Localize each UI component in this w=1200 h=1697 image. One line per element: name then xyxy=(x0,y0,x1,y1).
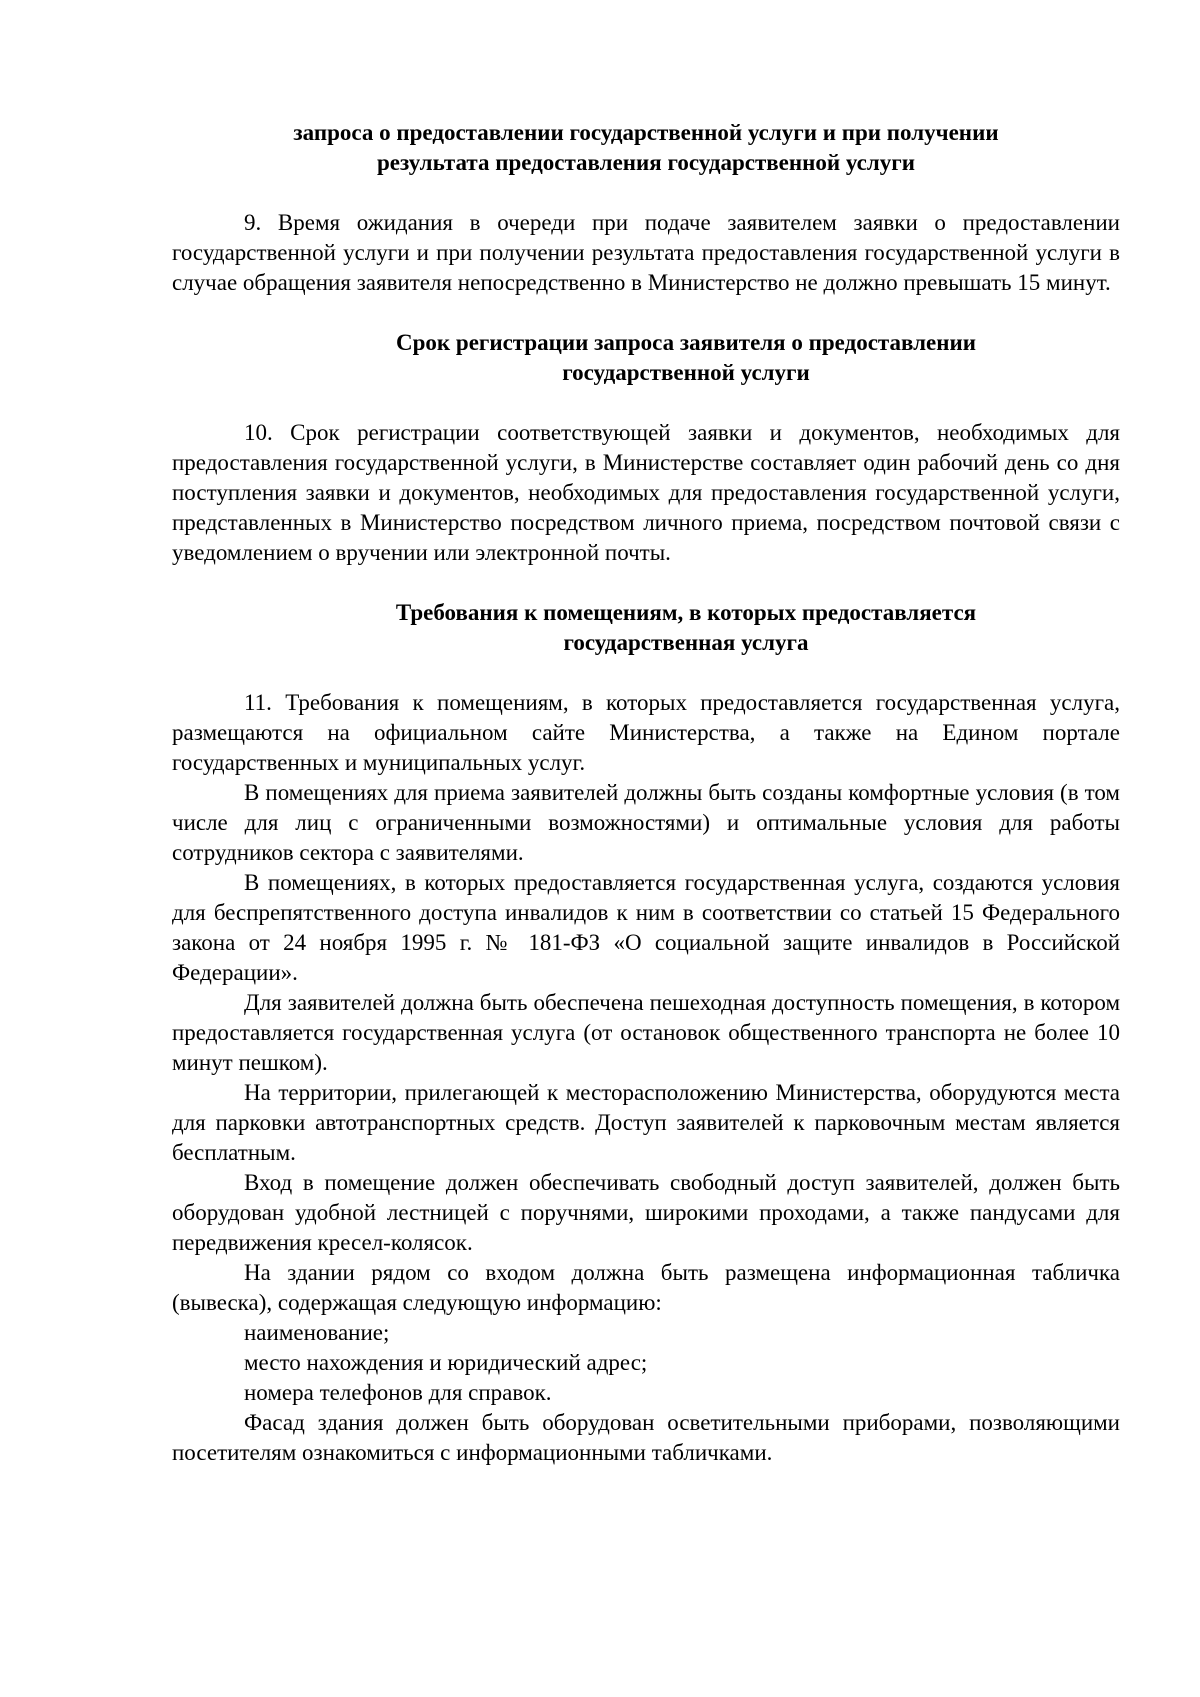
document-content xyxy=(172,118,1120,1468)
paragraph-11-signboard: На здании рядом со входом должна быть размещена информационная табличка (вывеска), содержащая следующую информацию: xyxy=(172,1260,1120,1315)
spacer xyxy=(172,388,1120,418)
section-heading-registration-term xyxy=(172,328,1120,388)
paragraph-11-facade: Фасад здания должен быть оборудован осветительными приборами, позволяющими посетителям ознакомиться с информационными табличками. xyxy=(172,1410,1120,1465)
heading-line: Срок регистрации запроса заявителя о предоставлении xyxy=(396,330,976,355)
heading-line: Требования к помещениям, в которых предоставляется xyxy=(395,600,977,625)
paragraph-11-parking: На территории, прилегающей к месторасположению Министерства, оборудуются места для парковки автотранспортных средств. Доступ заявителей к парковочным местам является бесплатным. xyxy=(172,1080,1120,1165)
heading-line: результата предоставления государственной услуги xyxy=(377,150,915,175)
spacer xyxy=(172,178,1120,208)
spacer xyxy=(172,568,1120,598)
list-item: наименование; xyxy=(244,1320,390,1345)
heading-line: государственной услуги xyxy=(562,360,810,385)
paragraph-11: 11. Требования к помещениям, в которых предоставляется государственная услуга, размещаются на официальном сайте Министерства, а также на Едином портале государственных и муниципальных услуг. xyxy=(172,690,1120,775)
heading-line: запроса о предоставлении государственной услуги и при получении xyxy=(293,120,999,145)
section-heading-premises-requirements xyxy=(172,598,1120,658)
heading-line: государственная услуга xyxy=(563,630,809,655)
paragraph-9: 9. Время ожидания в очереди при подаче заявителем заявки о предоставлении государственной услуги и при получении результата предоставления государственной услуги в случае обращения заявителя непосредственно в Министерство не должно превышать 15 минут. xyxy=(172,210,1120,295)
paragraph-10: 10. Срок регистрации соответствующей заявки и документов, необходимых для предоставления государственной услуги, в Министерстве составляет один рабочий день со дня поступления заявки и документов, необходимых для предоставления государственной услуги, представленных в Министерство посредством личного приема, посредством почтовой связи с уведомлением о вручении или электронной почты. xyxy=(172,420,1120,565)
spacer xyxy=(172,658,1120,688)
paragraph-11-accessibility: В помещениях, в которых предоставляется государственная услуга, создаются условия для беспрепятственного доступа инвалидов к ним в соответствии со статьей 15 Федерального закона от 24 ноября 1995 г. № 181-ФЗ «О социальной защите инвалидов в Российской Федерации». xyxy=(172,870,1120,985)
paragraph-11-entrance: Вход в помещение должен обеспечивать свободный доступ заявителей, должен быть оборудован удобной лестницей с поручнями, широкими проходами, а также пандусами для передвижения кресел-колясок. xyxy=(172,1170,1120,1255)
section-heading-waiting-time xyxy=(172,118,1120,178)
list-item: место нахождения и юридический адрес; xyxy=(244,1350,648,1375)
paragraph-11-pedestrian: Для заявителей должна быть обеспечена пешеходная доступность помещения, в котором предоставляется государственная услуга (от остановок общественного транспорта не более 10 минут пешком). xyxy=(172,990,1120,1075)
spacer xyxy=(172,298,1120,328)
list-item: номера телефонов для справок. xyxy=(244,1380,552,1405)
paragraph-11-comfort: В помещениях для приема заявителей должны быть созданы комфортные условия (в том числе для лиц с ограниченными возможностями) и оптимальные условия для работы сотрудников сектора с заявителями. xyxy=(172,780,1120,865)
